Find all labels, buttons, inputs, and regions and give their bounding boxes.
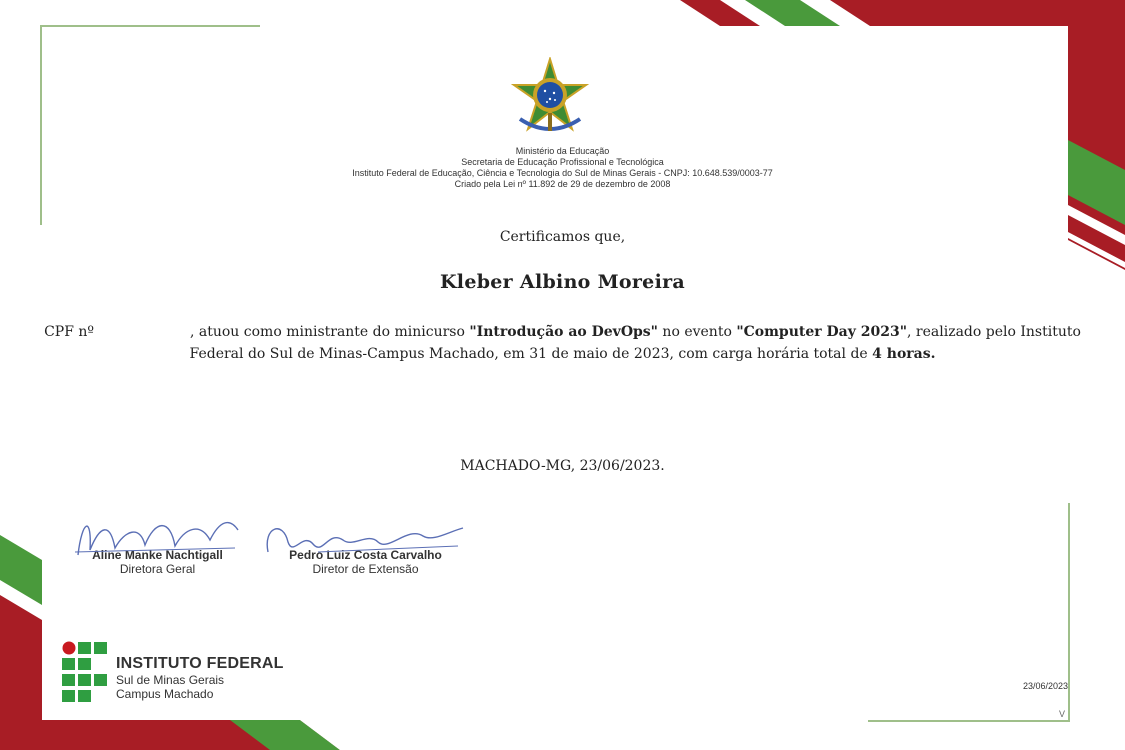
institution-header [0,146,1125,190]
event-name: "Computer Day 2023" [736,324,908,340]
footer-date: 23/06/2023 [1022,681,1068,691]
if-logo-grid-icon [62,641,108,703]
signer-1-role: Diretora Geral [119,562,196,576]
logo-line-2: Campus Machado [116,687,214,701]
secretariat-line: Secretaria de Educação Profissional e Tecnológica [461,157,664,167]
body-text-part1: , atuou como ministrante do minicurso [189,324,470,340]
footer-mark: V [1058,709,1065,719]
signer-1-name: Aline Manke Nachtigall [92,548,223,562]
body-text-part2: no evento [657,324,737,340]
law-line: Criado pela Lei nº 11.892 de 29 de dezembro de 2008 [454,179,671,189]
frame-line-left [40,25,42,225]
brazil-coat-of-arms-icon [510,57,590,137]
frame-line-top [40,25,260,27]
if-logo-text [116,655,284,701]
logo-line-1: Sul de Minas Gerais [116,673,225,687]
recipient-name: Kleber Albino Moreira [439,271,686,293]
signer-2-name: Pedro Luiz Costa Carvalho [289,548,442,562]
ministry-line: Ministério da Educação [515,146,610,156]
signature-block-1 [70,548,245,576]
frame-line-right [1068,503,1070,721]
logo-title: INSTITUTO FEDERAL [116,655,284,672]
handwritten-signature-2 [258,512,468,562]
institute-line: Instituto Federal de Educação, Ciência e Tecnologia do Sul de Minas Gerais - CNPJ: 10.648.539/0003-77 [352,168,773,178]
signer-2-role: Diretor de Extensão [312,562,419,576]
handwritten-signature-1 [70,510,245,560]
certify-intro: Certificamos que, [499,229,626,245]
signature-block-2 [278,548,453,576]
course-name: "Introdução ao DevOps" [469,324,658,340]
frame-line-bottom [868,720,1070,722]
place-date: MACHADO-MG, 23/06/2023. [460,458,665,474]
body-text-part3: , realizado pelo Instituto Federal do Sul de Minas-Campus Machado, em 31 de maio de 2023, com carga horária total de [189,324,1081,362]
certificate-body [40,321,1085,365]
course-hours: 4 horas. [872,346,936,362]
cpf-label: CPF nº [44,324,94,340]
